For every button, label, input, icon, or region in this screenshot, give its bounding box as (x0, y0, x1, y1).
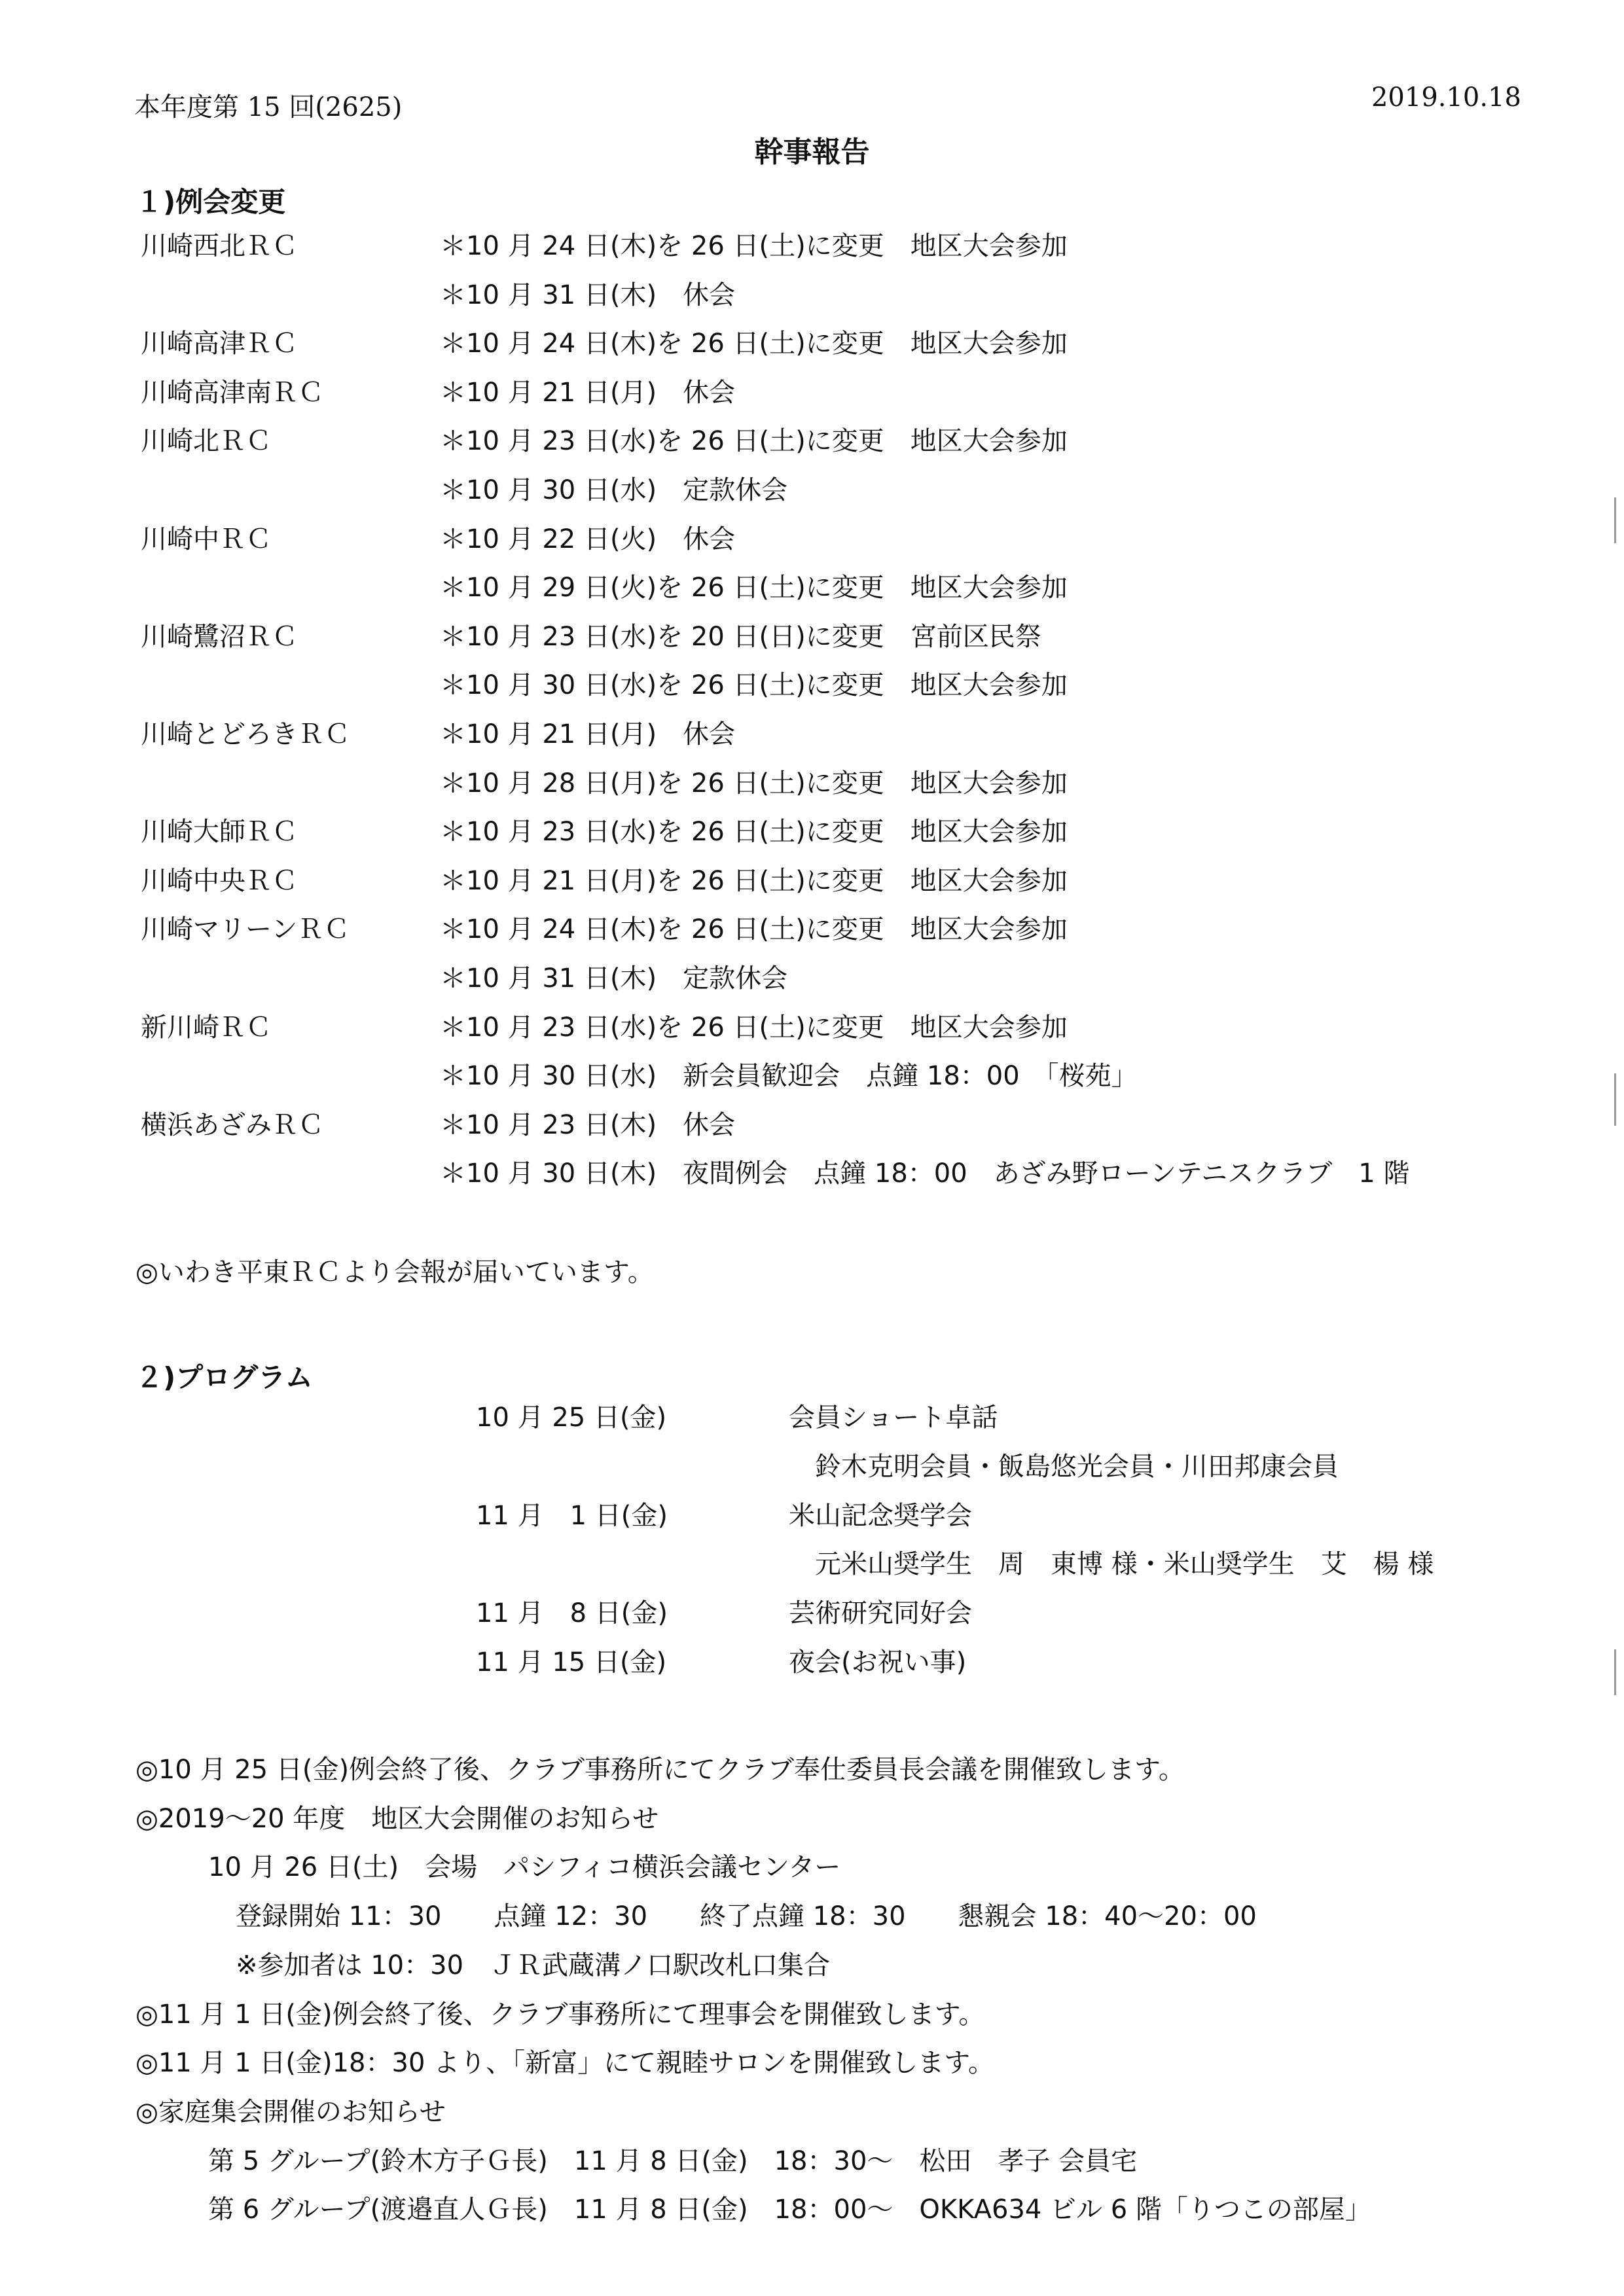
meeting-change-detail: ＊10 月 21 日(月) 休会 (440, 719, 736, 749)
meeting-change-detail: ＊10 月 24 日(木)を 26 日(土)に変更 地区大会参加 (440, 329, 1068, 359)
club-name: 川崎高津ＲＣ (141, 329, 298, 359)
club-name: 新川崎ＲＣ (141, 1013, 272, 1043)
program-item: 鈴木克明会員・飯島悠光会員・川田邦康会員 (789, 1452, 1339, 1482)
program-item: 会員ショート卓話 (789, 1403, 998, 1433)
meeting-change-detail: ＊10 月 24 日(木)を 26 日(土)に変更 地区大会参加 (440, 914, 1068, 944)
program-item: 元米山奨学生 周 東博 様・米山奨学生 艾 楊 様 (789, 1549, 1434, 1579)
program-item: 夜会(お祝い事) (789, 1647, 967, 1677)
meeting-change-detail: ＊10 月 30 日(木) 夜間例会 点鐘 18：00 あざみ野ローンテニスクラブ 1 階 (440, 1158, 1410, 1189)
club-name: 川崎北ＲＣ (141, 426, 272, 456)
club-name: 川崎西北ＲＣ (141, 231, 298, 261)
notice-line: ◎11 月 1 日(金)18：30 より、「新富」にて親睦サロンを開催致します。 (135, 2048, 994, 2078)
club-name: 川崎とどろきＲＣ (141, 719, 350, 749)
club-name: 川崎中央ＲＣ (141, 866, 298, 896)
program-item: 芸術研究同好会 (789, 1598, 972, 1628)
meeting-change-detail: ＊10 月 30 日(水) 新会員歓迎会 点鐘 18：00 「桜苑」 (440, 1061, 1138, 1091)
meeting-change-detail: ＊10 月 21 日(月)を 26 日(土)に変更 地区大会参加 (440, 866, 1068, 896)
notice-line: 第 5 グループ(鈴木方子Ｇ長) 11 月 8 日(金) 18：30～ 松田 孝子 会員宅 (208, 2146, 1138, 2176)
meeting-change-detail: ＊10 月 23 日(水)を 26 日(土)に変更 地区大会参加 (440, 1013, 1068, 1043)
meeting-change-detail: ＊10 月 31 日(木) 休会 (440, 280, 736, 310)
meeting-change-detail: ＊10 月 24 日(木)を 26 日(土)に変更 地区大会参加 (440, 231, 1068, 261)
meeting-number: 本年度第 15 回(2625) (134, 92, 403, 122)
meeting-change-detail: ＊10 月 23 日(水)を 20 日(日)に変更 宮前区民祭 (440, 622, 1041, 652)
scan-edge-mark (1614, 1649, 1616, 1695)
meeting-change-detail: ＊10 月 23 日(木) 休会 (440, 1110, 736, 1140)
meeting-change-detail: ＊10 月 28 日(月)を 26 日(土)に変更 地区大会参加 (440, 768, 1068, 798)
club-name: 川崎中ＲＣ (141, 524, 272, 554)
program-date: 11 月 1 日(金) (476, 1501, 668, 1531)
meeting-change-detail: ＊10 月 23 日(水)を 26 日(土)に変更 地区大会参加 (440, 817, 1068, 847)
meeting-change-detail: ＊10 月 30 日(水) 定款休会 (440, 475, 788, 505)
notice-line: ◎2019～20 年度 地区大会開催のお知らせ (135, 1804, 659, 1834)
program-item: 米山記念奨学会 (789, 1501, 972, 1531)
program-date: 11 月 15 日(金) (476, 1647, 667, 1677)
notice-line: ◎10 月 25 日(金)例会終了後、クラブ事務所にてクラブ奉仕委員長会議を開催致します。 (135, 1755, 1185, 1785)
meeting-change-detail: ＊10 月 31 日(木) 定款休会 (440, 963, 788, 994)
bulletin-notice: ◎いわき平東ＲＣより会報が届いています。 (135, 1257, 654, 1287)
notice-line: 登録開始 11：30 点鐘 12：30 終了点鐘 18：30 懇親会 18：40～20：00 (236, 1901, 1257, 1931)
notice-line: 第 6 グループ(渡邉直人Ｇ長) 11 月 8 日(金) 18：00～ OKKA634 ビル 6 階「りつこの部屋」 (208, 2195, 1371, 2225)
program-date: 10 月 25 日(金) (476, 1403, 667, 1433)
club-name: 川崎マリーンＲＣ (141, 914, 350, 944)
club-name: 川崎大師ＲＣ (141, 817, 298, 847)
section-heading-program: ２)プログラム (135, 1361, 313, 1393)
scan-edge-mark (1614, 1073, 1616, 1126)
club-name: 川崎高津南ＲＣ (141, 378, 324, 408)
notice-line: ◎家庭集会開催のお知らせ (135, 2097, 446, 2127)
scan-edge-mark (1614, 497, 1616, 543)
page-title: 幹事報告 (754, 135, 870, 169)
section-heading-meeting-changes: １)例会変更 (135, 186, 286, 218)
meeting-change-detail: ＊10 月 22 日(火) 休会 (440, 524, 736, 554)
report-date: 2019.10.18 (1371, 82, 1521, 113)
notice-line: 10 月 26 日(土) 会場 パシフィコ横浜会議センター (208, 1852, 841, 1882)
notice-line: ◎11 月 1 日(金)例会終了後、クラブ事務所にて理事会を開催致します。 (135, 2000, 985, 2030)
club-name: 川崎鷺沼ＲＣ (141, 622, 298, 652)
club-name: 横浜あざみＲＣ (141, 1110, 324, 1140)
meeting-change-detail: ＊10 月 23 日(水)を 26 日(土)に変更 地区大会参加 (440, 426, 1068, 456)
meeting-change-detail: ＊10 月 30 日(水)を 26 日(土)に変更 地区大会参加 (440, 670, 1068, 700)
program-date: 11 月 8 日(金) (476, 1598, 668, 1628)
meeting-change-detail: ＊10 月 29 日(火)を 26 日(土)に変更 地区大会参加 (440, 573, 1068, 603)
meeting-change-detail: ＊10 月 21 日(月) 休会 (440, 378, 736, 408)
notice-line: ※参加者は 10：30 ＪＲ武蔵溝ノ口駅改札口集合 (236, 1950, 831, 1981)
